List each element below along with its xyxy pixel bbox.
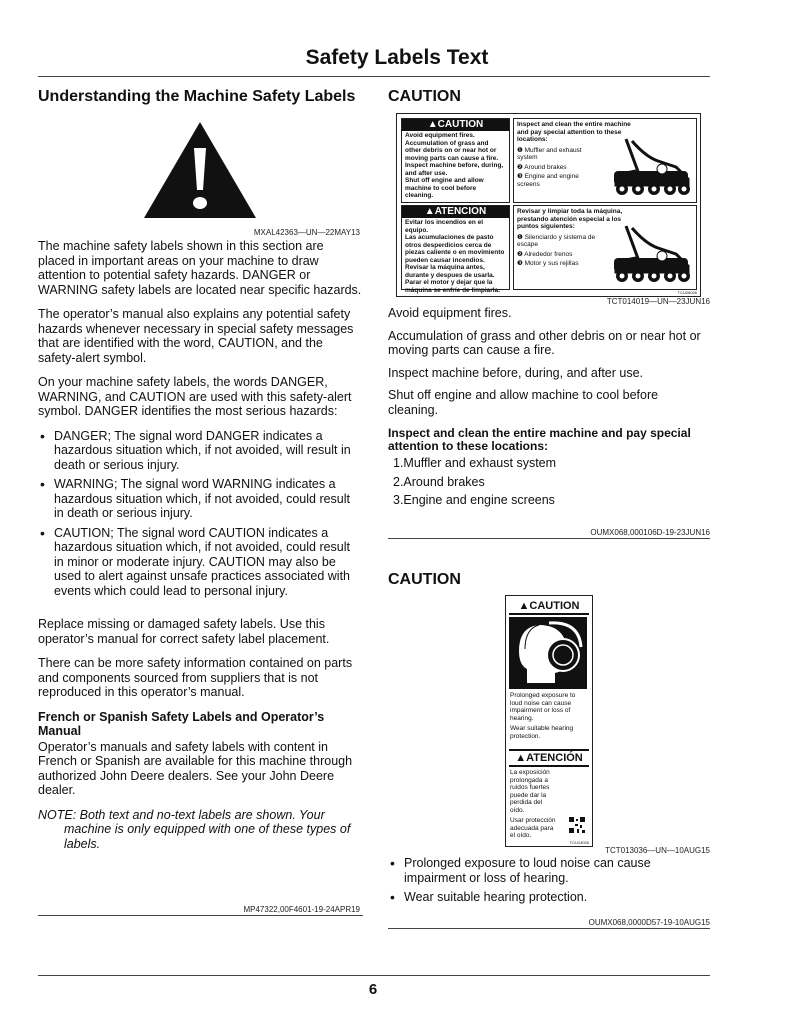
list-item: • DANGER; The signal word DANGER indicates a hazardous situation which, if not avoided, will result in death or serious injury. xyxy=(38,429,363,473)
paragraph: Inspect machine before, during, and after use. xyxy=(388,365,644,380)
label-line: La exposición prolongada a ruidos fuertes puede dar la perdida del oído. xyxy=(510,769,550,814)
paragraph: Replace missing or damaged safety labels. Use this operator’s manual for correct safety label placement. xyxy=(38,617,330,646)
label-title: Inspect and clean the entire machine and pay special attention to these locations: xyxy=(517,121,631,143)
label-line: Wear suitable hearing protection. xyxy=(510,725,574,740)
label-item: ❷ Alrededor frenos xyxy=(517,250,573,258)
qr-code-icon xyxy=(568,816,586,834)
list-item: • WARNING; The signal word WARNING indicates a hazardous situation which, if not avoided, could result in death or serious injury. xyxy=(38,477,363,521)
list-item: • Prolonged exposure to loud noise can cause impairment or loss of hearing. xyxy=(388,856,710,885)
fire-safety-label xyxy=(396,113,701,297)
label-code: TCU26026 xyxy=(677,290,697,295)
paragraph: Avoid equipment fires. xyxy=(388,306,512,320)
hearing-safety-label xyxy=(505,595,593,847)
label-caption: TCT013036—UN—10AUG15 xyxy=(605,846,710,855)
note xyxy=(38,808,363,852)
note-rest: machine is only equipped with one of these types of labels. xyxy=(64,822,351,851)
label-item: ❶ Silenciardo y sistema de escape xyxy=(517,233,596,248)
left-rule xyxy=(38,915,363,916)
caution2-reference: OUMX068,0000D57-19-10AUG15 xyxy=(588,918,710,927)
caution2-body xyxy=(388,856,710,910)
paragraph: Shut off engine and allow machine to cool before cleaning. xyxy=(388,388,659,417)
label-line: Avoid equipment fires. xyxy=(405,132,475,139)
list-item: • Wear suitable hearing protection. xyxy=(388,890,710,905)
mower-diagram-icon xyxy=(606,214,692,286)
left-reference: MP47322,00F4601-19-24APR19 xyxy=(243,905,360,914)
list-item: • CAUTION; The signal word CAUTION indicates a hazardous situation which, if not avoided, could result in minor or moderate injury. CAUTION may also be used to alert against unsafe practices associated with events which could lead to personal injury. xyxy=(38,526,363,599)
label-caption: TCT014019—UN—23JUN16 xyxy=(606,297,710,306)
caution1-rule xyxy=(388,538,710,539)
label-line: Las acumulaciones de pasto otros desperdicios cerca de piezas caliente o en movimiento pueden causar incendios. xyxy=(405,234,505,264)
label-es-signal: ▲ATENCION xyxy=(402,206,509,218)
footer-rule xyxy=(38,975,710,976)
label-item: ❸ Motor y sus rejillas xyxy=(517,260,579,267)
paragraph: There can be more safety information contained on parts and components sourced from suppliers that is not reproduced in this operator’s manual. xyxy=(38,656,353,699)
page-title: Safety Labels Text xyxy=(305,46,489,69)
label-line: Shut off engine and allow machine to cool before cleaning. xyxy=(405,177,484,199)
label-item: ❶ Muffler and exhaust system xyxy=(517,146,582,161)
inspect-heading: Inspect and clean the entire machine and pay special attention to these locations: xyxy=(388,426,691,453)
note-first-line: NOTE: Both text and no-text labels are shown. Your xyxy=(38,807,325,822)
caution1-reference: OUMX068,000106D-19-23JUN16 xyxy=(590,528,710,537)
hearing-protection-icon xyxy=(509,617,587,689)
label-en-diagram-panel xyxy=(513,118,697,203)
caution2-rule xyxy=(388,928,710,929)
paragraph: The operator’s manual also explains any potential safety hazards whenever necessary in special safety messages that are identified with the word, CAUTION, and the safety-alert symbol. xyxy=(38,307,354,365)
label-title: Revisar y limpiar toda la máquina, prestando atención especial a los puntos siguientes: xyxy=(517,208,623,230)
list-item: 3.Engine and engine screens xyxy=(393,493,555,507)
left-body xyxy=(38,239,363,851)
symbol-caption: MXAL42363—UN—22MAY13 xyxy=(253,228,360,237)
paragraph: Accumulation of grass and other debris on or near hot or moving parts can cause a fire. xyxy=(388,328,701,357)
hearing-list xyxy=(388,856,710,905)
section-heading: Understanding the Machine Safety Labels xyxy=(38,88,356,105)
label-line: Prolonged exposure to loud noise can cause impairment or loss of hearing. xyxy=(510,692,576,722)
caution-heading-2: CAUTION xyxy=(388,571,461,588)
label-line: Evitar los incendios en el equipo. xyxy=(405,219,484,234)
list-item: 2.Around brakes xyxy=(393,474,485,489)
label-es-signal: ▲ATENCIÓN xyxy=(509,749,589,767)
label-code: TCU13026 xyxy=(569,840,589,845)
caution1-body xyxy=(388,306,710,512)
label-line: Inspect machine before, during, and after use. xyxy=(405,162,504,177)
label-es-text-panel xyxy=(401,205,510,294)
signal-word-list xyxy=(38,429,363,599)
page-number: 6 xyxy=(368,981,378,998)
subheading: French or Spanish Safety Labels and Operator’s Manual xyxy=(38,709,325,738)
paragraph: Operator’s manuals and safety labels with content in French or Spanish are available for this machine through authorized John Deere dealers. See your John Deere dealer. xyxy=(38,739,353,797)
label-line: Revisar la máquina antes, durante y despues de usarla. xyxy=(405,264,495,279)
label-item: ❸ Engine and engine screens xyxy=(517,173,579,188)
label-en-signal: ▲CAUTION xyxy=(509,599,589,615)
paragraph: The machine safety labels shown in this section are placed in important areas on your machine to draw attention to potential safety hazards. DANGER or WARNING safety labels are located near specific hazards. xyxy=(38,239,362,297)
label-line: Usar protección adecuada para el oído. xyxy=(510,817,556,839)
label-line: Accumulation of grass and other debris on or near hot or moving parts can cause a fire. xyxy=(405,139,499,162)
caution-heading-1: CAUTION xyxy=(388,88,461,105)
title-rule xyxy=(38,76,710,77)
label-item: ❷ Around brakes xyxy=(517,163,567,171)
label-es-diagram-panel xyxy=(513,205,697,290)
label-en-signal: ▲CAUTION xyxy=(402,119,509,131)
paragraph: On your machine safety labels, the words DANGER, WARNING, and CAUTION are used with this safety-alert symbol. DANGER identifies the most serious hazards: xyxy=(38,375,352,418)
label-en-text-panel xyxy=(401,118,510,203)
label-line: Parar el motor y dejar que la máquina se enfríe de limpiarla. xyxy=(405,279,501,294)
location-list xyxy=(388,456,710,508)
list-item: 1.Muffler and exhaust system xyxy=(393,456,557,470)
safety-alert-symbol-icon xyxy=(140,118,260,222)
mower-diagram-icon xyxy=(606,127,692,199)
